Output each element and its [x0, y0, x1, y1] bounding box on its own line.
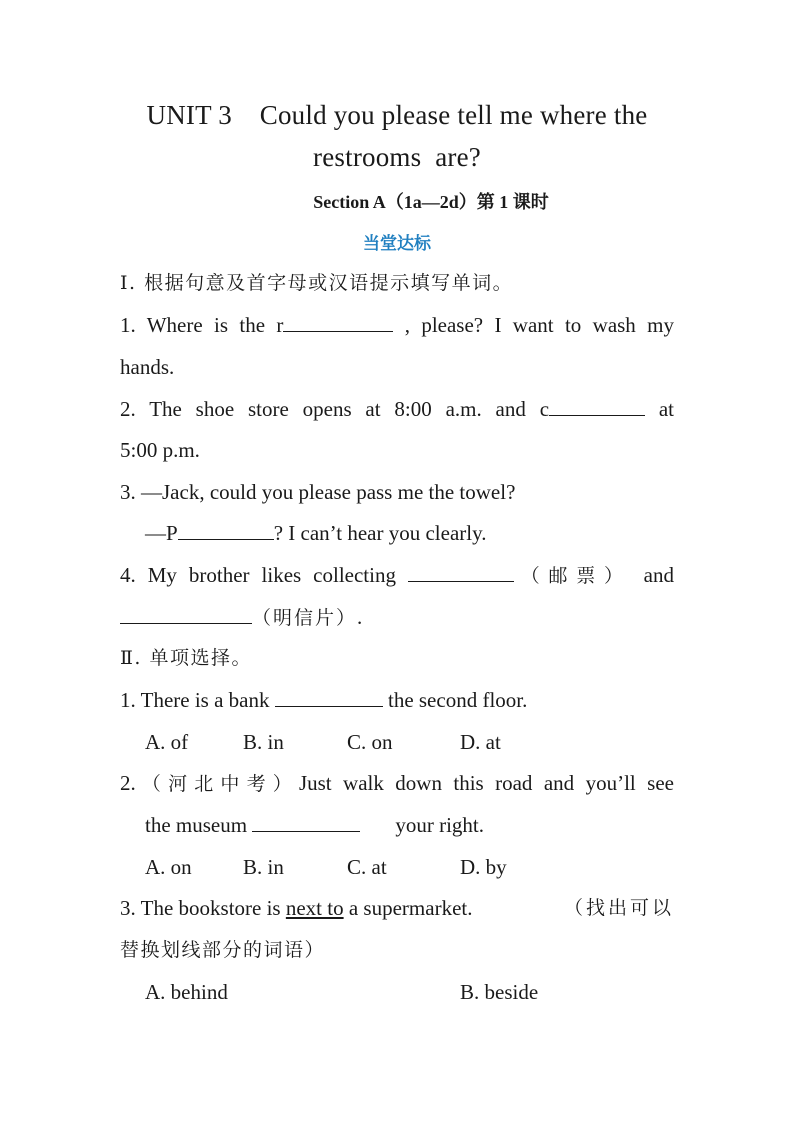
p2q2-option-b[interactable]: B. in	[243, 855, 284, 879]
p2q3-hint-cont: 替换划线部分的词语）	[120, 939, 326, 961]
p2q3-text-pre: 3. The bookstore is	[120, 896, 286, 920]
p2q2-option-c[interactable]: C. at	[347, 855, 387, 879]
p2q3-text-post: a supermarket.	[343, 896, 473, 920]
p2q1-blank[interactable]	[275, 686, 383, 707]
part2-q2	[120, 768, 674, 799]
part1-q4	[120, 560, 674, 591]
page-title-line-2: restrooms are?	[313, 142, 481, 172]
p2q2-text1: Just walk down this road and you’ll see	[298, 771, 674, 795]
q1-blank[interactable]	[283, 311, 393, 332]
part1-heading: Ⅰ. 根据句意及首字母或汉语提示填写单词。	[120, 272, 514, 294]
part1-q2	[120, 394, 674, 424]
section-subtitle: Section A（1a—2d）第 1 课时	[313, 192, 549, 212]
q4-hint-1: （邮票）	[513, 565, 632, 587]
p2q2-text-pre: the museum	[145, 813, 253, 837]
p2q1-text-pre: 1. There is a bank	[120, 688, 275, 712]
p2q2-source: （河北中考）	[135, 773, 299, 795]
part1-q1	[120, 310, 674, 340]
p2q2-option-d[interactable]: D. by	[460, 855, 507, 879]
p2q1-option-a[interactable]: A. of	[145, 730, 189, 754]
p2q1-option-b[interactable]: B. in	[243, 730, 284, 754]
q4-blank-2[interactable]	[120, 603, 252, 624]
q4-text-pre: 4. My brother likes collecting	[120, 563, 408, 587]
part2-q2-cont	[145, 810, 699, 840]
part1-q2-cont: 5:00 p.m.	[120, 438, 200, 462]
part1-q4-cont	[120, 602, 674, 633]
q2-text-post: at	[645, 397, 674, 421]
part2-heading: Ⅱ. 单项选择。	[120, 647, 252, 669]
p2q2-blank[interactable]	[252, 811, 360, 832]
p2q2-option-a[interactable]: A. on	[145, 855, 192, 879]
section-tag: 当堂达标	[363, 234, 431, 253]
p2q3-underlined: next to	[285, 896, 344, 920]
p2q3-hint: （找出可以	[563, 897, 674, 919]
p2q1-option-d[interactable]: D. at	[460, 730, 501, 754]
page-title-line-1: UNIT 3 Could you please tell me where the	[146, 100, 648, 130]
q1-text-pre: 1. Where is the r	[120, 313, 284, 337]
part1-q3-line2	[145, 518, 699, 548]
part1-q3-line1: 3. —Jack, could you please pass me the towel?	[120, 480, 516, 504]
part1-q1-cont: hands.	[120, 355, 175, 379]
p2q3-option-b[interactable]: B. beside	[460, 980, 539, 1004]
p2q1-text-post: the second floor.	[382, 688, 528, 712]
q1-text-post: , please? I want to wash my	[393, 313, 674, 337]
q4-blank-1[interactable]	[408, 561, 514, 582]
p2q2-text-post: your right.	[395, 813, 484, 837]
q4-hint-2: （明信片）	[252, 607, 358, 629]
q3-text-pre: —P	[145, 521, 178, 545]
q4-text-mid: and	[631, 563, 674, 587]
part2-q1	[120, 685, 674, 715]
p2q2-num: 2.	[120, 771, 136, 795]
q2-text-pre: 2. The shoe store opens at 8:00 a.m. and c	[120, 397, 550, 421]
q2-blank[interactable]	[549, 395, 645, 416]
q3-text-post: ? I can’t hear you clearly.	[273, 521, 487, 545]
q3-blank[interactable]	[178, 519, 274, 540]
part2-q3	[120, 893, 674, 923]
q4-end: .	[357, 605, 363, 629]
p2q3-option-a[interactable]: A. behind	[145, 980, 228, 1004]
p2q1-option-c[interactable]: C. on	[347, 730, 393, 754]
